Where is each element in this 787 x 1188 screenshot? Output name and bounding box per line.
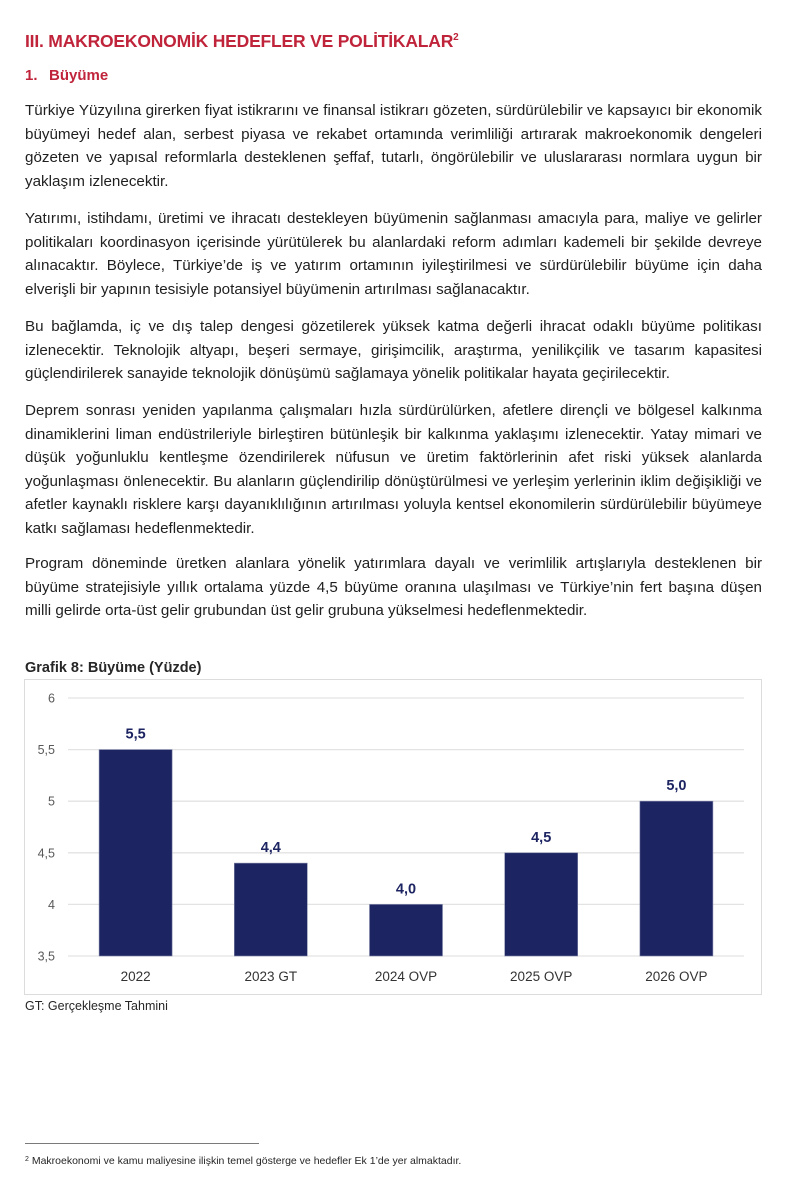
data-label: 4,4 [260,840,281,857]
bar-2026-ovp [640,801,713,956]
y-tick-label: 6 [48,691,55,706]
footnote-text: Makroekonomi ve kamu maliyesine ilişkin temel gösterge ve hedefler Ek 1’de yer almaktadır. [31,1155,462,1167]
y-tick-label: 4 [48,897,55,912]
footnote-ref[interactable]: 2 [453,32,459,43]
y-tick-label: 5,5 [37,743,55,758]
chart-title: Grafik 8: Büyüme (Yüzde) [25,660,202,676]
subsection-title: Büyüme [49,67,109,84]
y-tick-label: 3,5 [37,949,55,964]
subsection-number: 1. [25,67,38,84]
footnote-divider [25,1143,259,1144]
chart-container [24,679,762,995]
paragraph-5: Program döneminde üretken alanlara yönelik yatırımlara dayalı ve verimlilik artışlarıyla desteklenen bir büyüme stratejisiyle yıllık ortalama yüzde 4,5 büyüme oranına ulaşılması ve Türkiye’nin fert başına düşen milli gelirde orta-üst gelir grubundan üst gelir grubuna yükselmesi hedeflenmektedir. [25,555,762,619]
paragraph-2: Yatırımı, istihdamı, üretimi ve ihracatı destekleyen büyümenin sağlanması amacıyla para, maliye ve gelirler politikaları koordinasyon içerisinde yürütülerek bu alanlardaki reform adımları kademeli bir şekilde devreye alınacaktır. Böylece, Türkiye’de iş ve yatırım ortamının iyileştirilmesi ve sürdürülebilir büyüme için daha elverişli bir yapının tesisiyle potansiyel büyümenin artırılması sağlanacaktır. [25,210,762,298]
subsection-heading [25,67,108,84]
bar-2024-ovp [370,904,443,956]
bar-2025-ovp [505,853,578,956]
paragraph-3: Bu bağlamda, iç ve dış talep dengesi gözetilerek yüksek katma değerli ihracat odaklı büyüme politikası izlenecektir. Teknolojik altyapı, beşeri sermaye, girişimcilik, araştırma, yenilikçilik ve tasarım kapasitesi güçlendirilerek sanayide teknolojik dönüşümü sağlamaya yönelik politikalar hayata geçirilecektir. [25,318,762,382]
x-tick-label: 2024 OVP [374,969,438,984]
data-labels [126,727,687,898]
chart-note: GT: Gerçekleşme Tahmini [25,999,168,1013]
data-label: 5,5 [125,726,146,743]
x-tick-label: 2025 OVP [510,969,573,984]
data-label: 4,0 [395,881,417,898]
section-title [25,31,459,52]
bar-2022 [99,750,172,956]
y-tick-label: 4,5 [37,846,55,861]
y-axis-ticks [38,692,55,964]
section-title-text: III. MAKROEKONOMİK HEDEFLER VE POLİTİKALAR [25,31,454,51]
x-tick-label: 2026 OVP [645,969,708,984]
y-tick-label: 5 [48,794,55,809]
data-label: 4,5 [531,829,552,846]
bar-2023-gt [234,863,307,956]
bar-chart [25,680,763,996]
footnote [25,1155,461,1167]
data-label: 5,0 [666,778,687,795]
x-axis-ticks [121,969,708,984]
footnote-marker: 2 [25,1156,29,1163]
x-tick-label: 2023 GT [244,969,298,984]
paragraph-4: Deprem sonrası yeniden yapılanma çalışmaları hızla sürdürülürken, afetlere dirençli ve bölgesel kalkınma dinamiklerini liman endüstrileriyle birleştiren bütünleşik bir kalkınma yaklaşımı izlenecektir. Yatay mimari ve düşük yoğunluklu kentleşme özendirilerek nüfusun ve üretim faktörlerinin afet riski yüksek alanlarda yoğunlaşması önlenecektir. Bu alanların güçlendirilip dönüştürülmesi ve yerleşim yerlerinin iklim değişikliği ve afetler kaynaklı risklere karşı dayanıklılığının artırılması yoluyla kentsel ekonomilerin sürdürülebilir büyümeye katkı sağlaması hedeflenmektedir. [25,402,762,537]
x-tick-label: 2022 [120,969,151,984]
paragraph-1: Türkiye Yüzyılına girerken fiyat istikrarını ve finansal istikrarı gözeten, sürdürülebilir ve kapsayıcı bir ekonomik büyümeyi hedef alan, serbest piyasa ve rekabet ortamında verimliliği artırarak makroekonomik dengeleri gözeten ve yapısal reformlarla desteklenen şeffaf, tutarlı, öngörülebilir ve uluslararası normlara uygun bir yaklaşım izlenecektir. [25,102,762,190]
